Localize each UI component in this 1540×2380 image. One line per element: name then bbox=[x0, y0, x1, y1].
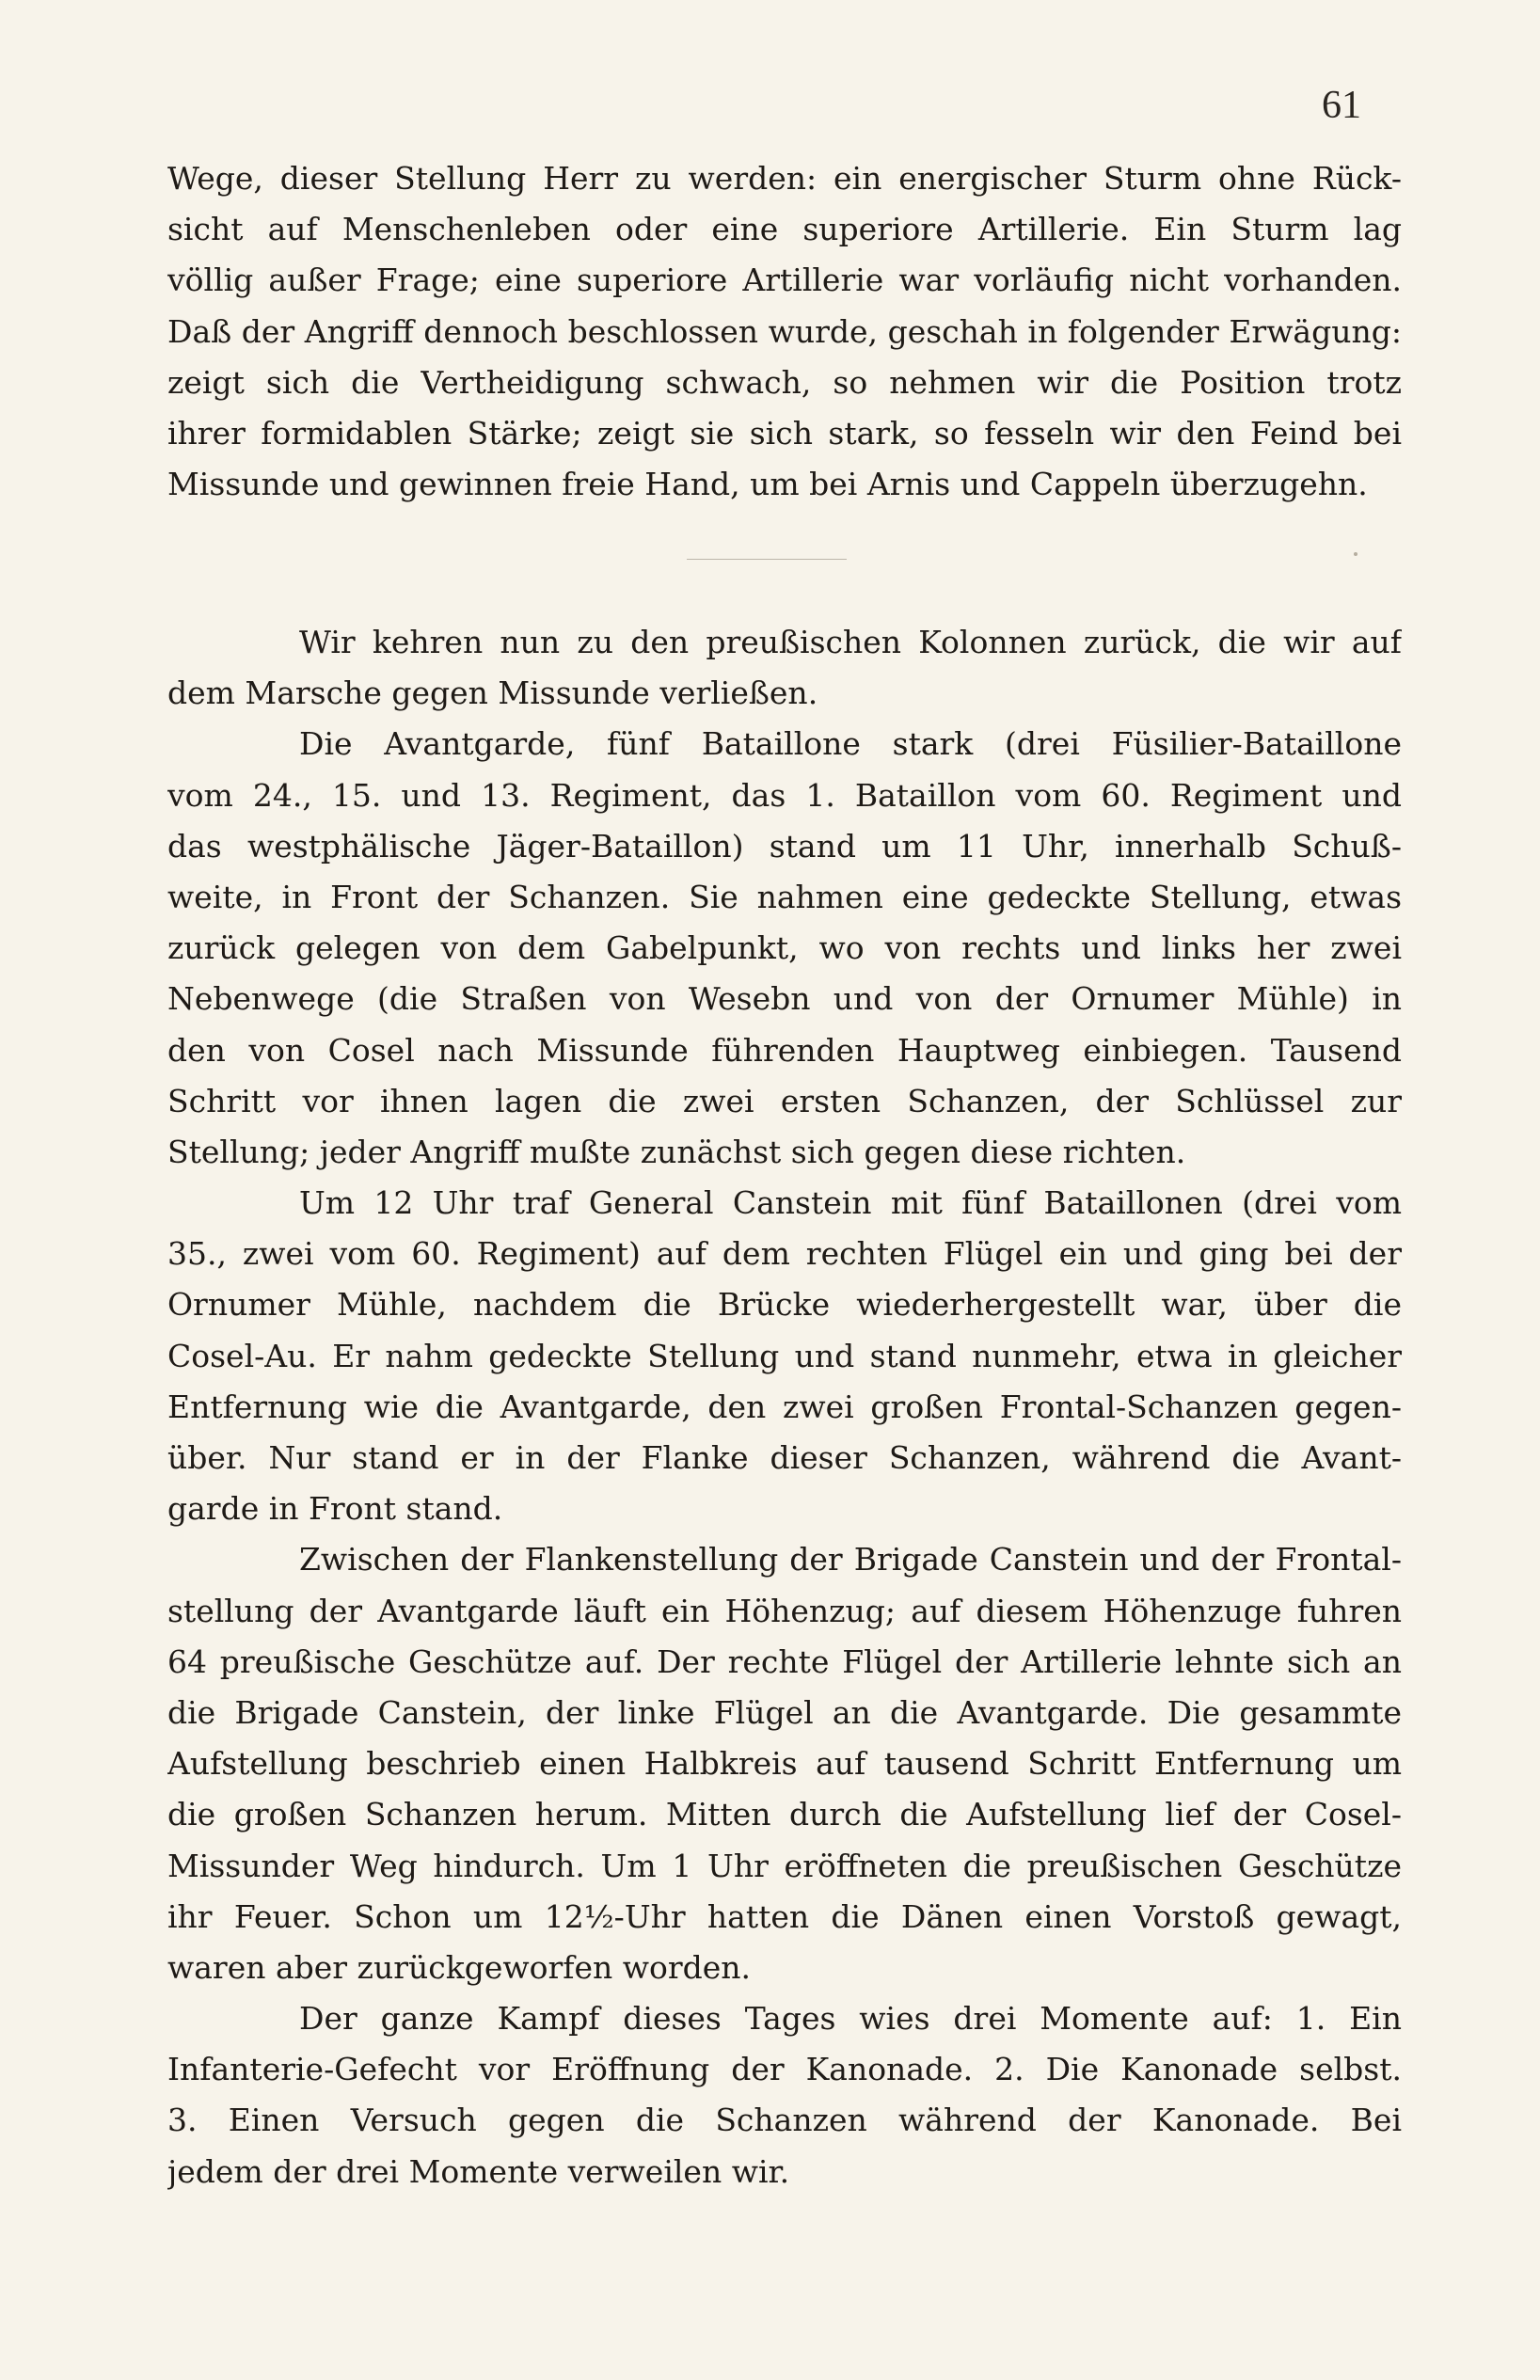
section-separator bbox=[687, 559, 847, 560]
text-line: Entfernung wie die Avantgarde, den zwei großen Frontal-Schanzen gegen- bbox=[167, 1388, 1402, 1425]
text-line: Cosel-Au. Er nahm gedeckte Stellung und stand nunmehr, etwa in gleicher bbox=[167, 1337, 1402, 1374]
text-line: Aufstellung beschrieb einen Halbkreis auf tausend Schritt Entfernung um bbox=[167, 1745, 1402, 1783]
main-text bbox=[167, 617, 1402, 2198]
text-line: völlig außer Frage; eine superiore Artillerie war vorläufig nicht vorhanden. bbox=[167, 262, 1402, 299]
text-line: sicht auf Menschenleben oder eine superiore Artillerie. Ein Sturm lag bbox=[167, 211, 1402, 248]
text-line: ihr Feuer. Schon um 12½-Uhr hatten die Dänen einen Vorstoß gewagt, bbox=[167, 1897, 1402, 1935]
text-line: 64 preußische Geschütze auf. Der rechte Flügel der Artillerie lehnte sich an bbox=[167, 1642, 1402, 1680]
text-line: Missunde und gewinnen freie Hand, um bei Arnis und Cappeln überzugehn. bbox=[167, 466, 1368, 503]
paragraph-continuation bbox=[167, 153, 1402, 510]
text-line: Die Avantgarde, fünf Bataillone stark (drei Füsilier-Bataillone bbox=[299, 725, 1402, 763]
text-line: Zwischen der Flankenstellung der Brigade Canstein und der Frontal- bbox=[299, 1541, 1402, 1579]
text-line: vom 24., 15. und 13. Regiment, das 1. Bataillon vom 60. Regiment und bbox=[167, 776, 1402, 814]
text-line: den von Cosel nach Missunde führenden Hauptweg einbiegen. Tausend bbox=[167, 1031, 1402, 1069]
text-line: 3. Einen Versuch gegen die Schanzen während der Kanonade. Bei bbox=[167, 2102, 1402, 2139]
text-line: Ornumer Mühle, nachdem die Brücke wiederhergestellt war, über die bbox=[167, 1286, 1402, 1324]
text-line: die Brigade Canstein, der linke Flügel an die Avantgarde. Die gesammte bbox=[167, 1693, 1402, 1731]
text-line: zeigt sich die Vertheidigung schwach, so nehmen wir die Position trotz bbox=[167, 363, 1402, 401]
text-line: Infanterie-Gefecht vor Eröffnung der Kanonade. 2. Die Kanonade selbst. bbox=[167, 2051, 1402, 2088]
text-line: Stellung; jeder Angriff mußte zunächst sich gegen diese richten. bbox=[167, 1133, 1186, 1170]
text-line: Der ganze Kampf dieses Tages wies drei Momente auf: 1. Ein bbox=[299, 2000, 1402, 2038]
text-line: jedem der drei Momente verweilen wir. bbox=[167, 2152, 790, 2190]
text-line: Um 12 Uhr traf General Canstein mit fünf Bataillonen (drei vom bbox=[299, 1184, 1402, 1222]
text-line: über. Nur stand er in der Flanke dieser Schanzen, während die Avant- bbox=[167, 1439, 1402, 1476]
text-line: stellung der Avantgarde läuft ein Höhenzug; auf diesem Höhenzuge fuhren bbox=[167, 1592, 1402, 1629]
text-line: zurück gelegen von dem Gabelpunkt, wo von rechts und links her zwei bbox=[167, 929, 1402, 967]
text-line: garde in Front stand. bbox=[167, 1490, 503, 1528]
text-line: das westphälische Jäger-Bataillon) stand um 11 Uhr, innerhalb Schuß- bbox=[167, 827, 1402, 865]
text-line: dem Marsche gegen Missunde verließen. bbox=[167, 674, 818, 712]
separator-mark bbox=[1354, 552, 1357, 556]
text-line: waren aber zurückgeworfen worden. bbox=[167, 1948, 752, 1986]
text-line: Daß der Angriff dennoch beschlossen wurde, geschah in folgender Erwägung: bbox=[167, 312, 1402, 350]
text-line: Wege, dieser Stellung Herr zu werden: ein energischer Sturm ohne Rück- bbox=[167, 160, 1402, 197]
text-line: die großen Schanzen herum. Mitten durch die Aufstellung lief der Cosel- bbox=[167, 1796, 1402, 1833]
page-number: 61 bbox=[1322, 84, 1361, 127]
text-line: Nebenwege (die Straßen von Wesebn und von der Ornumer Mühle) in bbox=[167, 980, 1402, 1018]
text-line: Missunder Weg hindurch. Um 1 Uhr eröffneten die preußischen Geschütze bbox=[167, 1847, 1402, 1884]
text-line: Schritt vor ihnen lagen die zwei ersten Schanzen, der Schlüssel zur bbox=[167, 1082, 1402, 1119]
text-line: Wir kehren nun zu den preußischen Kolonnen zurück, die wir auf bbox=[299, 624, 1402, 660]
text-line: ihrer formidablen Stärke; zeigt sie sich stark, so fesseln wir den Feind bei bbox=[167, 414, 1402, 452]
text-line: weite, in Front der Schanzen. Sie nahmen eine gedeckte Stellung, etwas bbox=[167, 878, 1402, 915]
text-line: 35., zwei vom 60. Regiment) auf dem rechten Flügel ein und ging bei der bbox=[167, 1235, 1402, 1273]
